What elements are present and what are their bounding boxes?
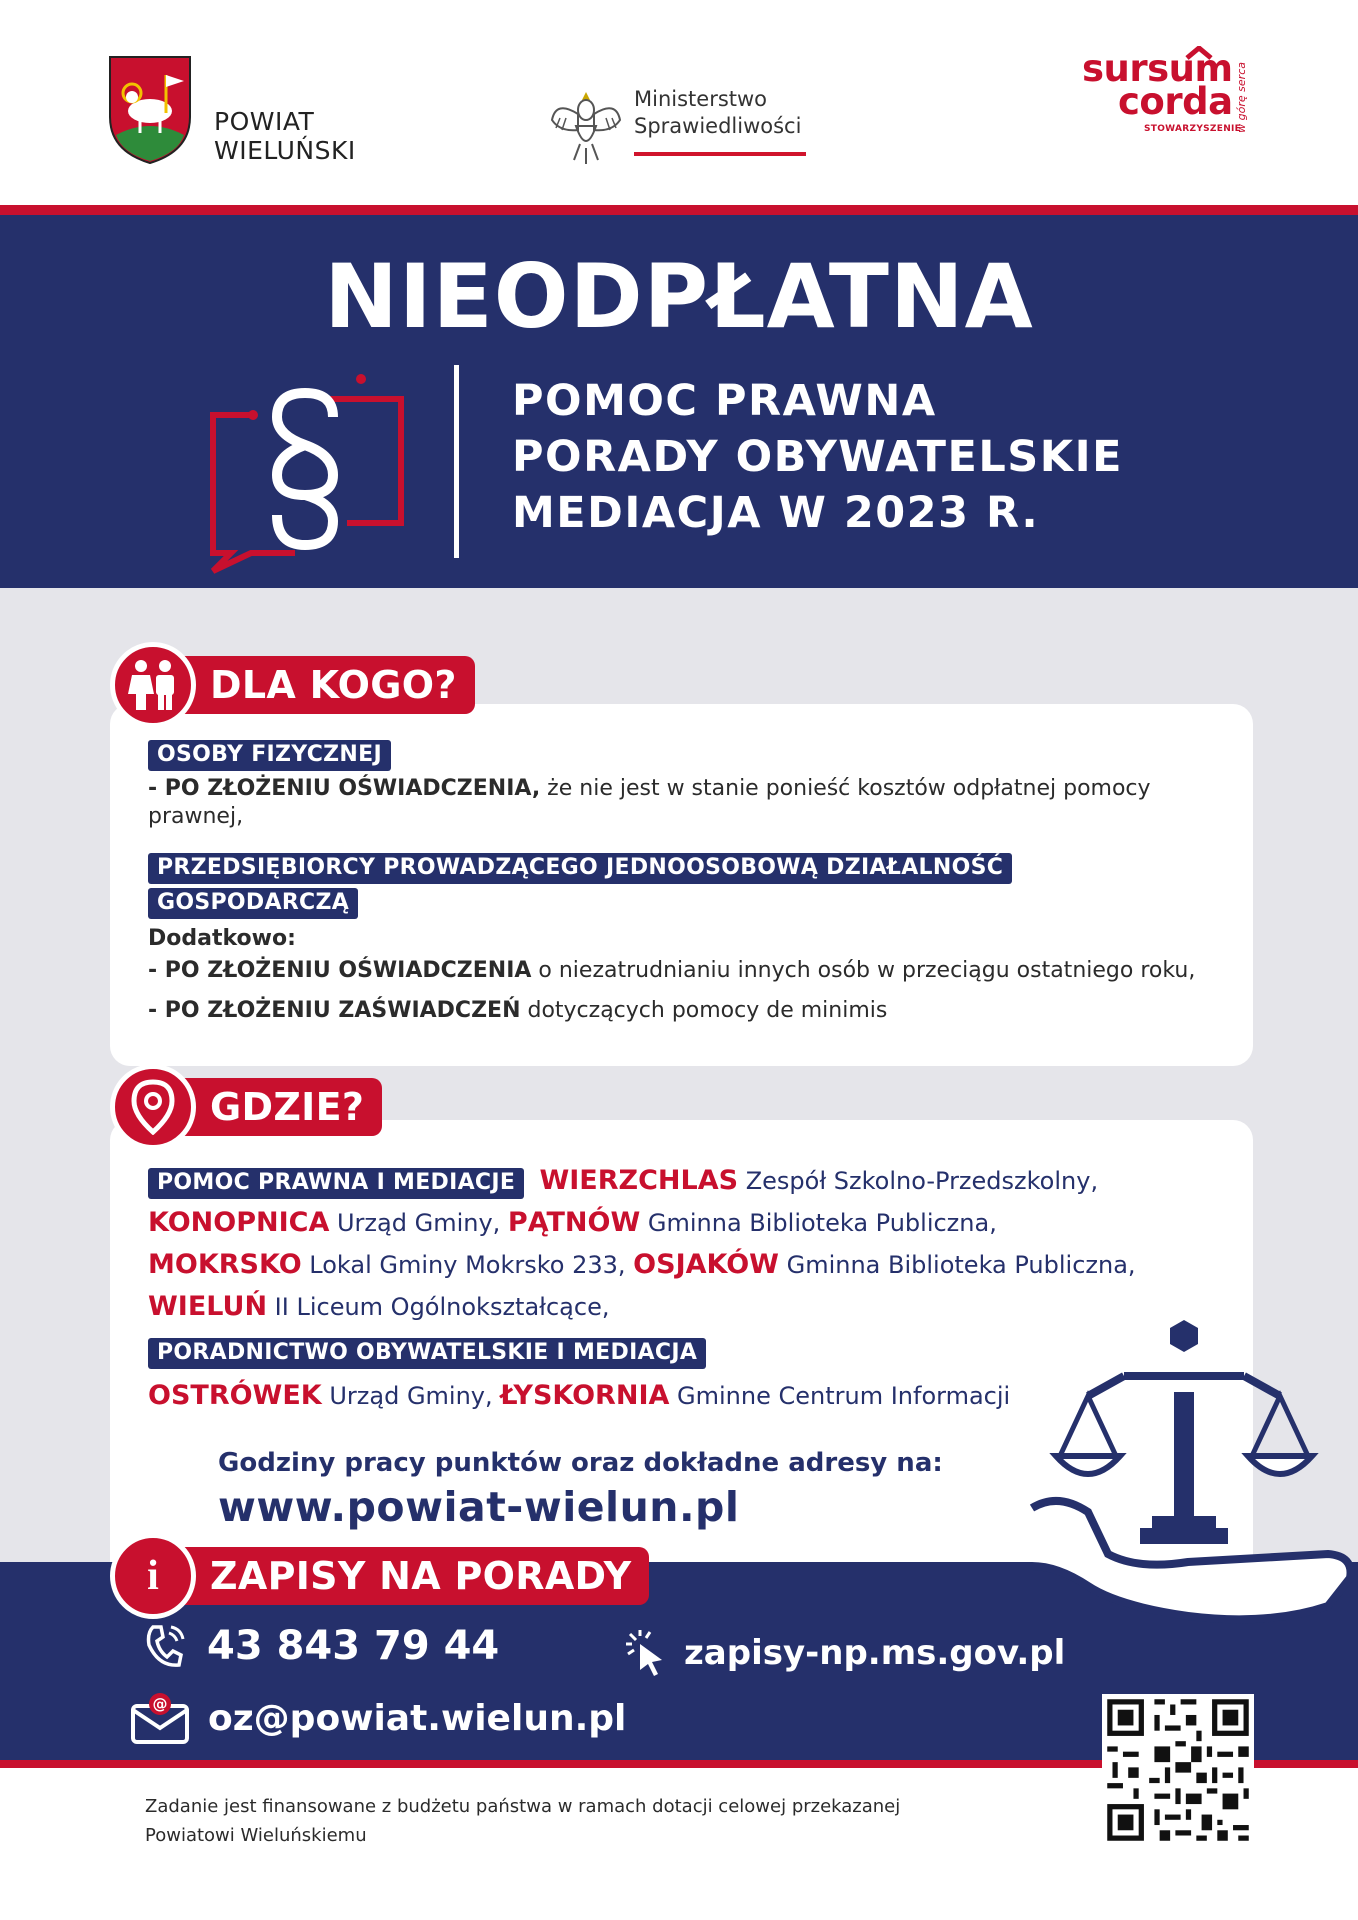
qr-code[interactable] xyxy=(1102,1694,1254,1846)
sursum-vertical-text: w górę serca xyxy=(1235,62,1248,133)
loc-mokrsko-desc: Lokal Gminy Mokrsko 233, xyxy=(301,1251,634,1279)
location-pin-icon xyxy=(131,1079,175,1135)
cursor-click-icon xyxy=(626,1630,670,1676)
ministry-red-line xyxy=(634,152,806,156)
loc-wierzchlas-desc: Zespół Szkolno-Przedszkolny, xyxy=(738,1167,1099,1195)
corda-word: corda xyxy=(1118,80,1233,123)
loc-wielun: WIELUŃ xyxy=(148,1291,268,1322)
scales-hand-icon xyxy=(1028,1316,1358,1626)
for-whom-title: DLA KOGO? xyxy=(182,656,475,714)
additionally-label: Dodatkowo: xyxy=(148,926,296,951)
hero-divider xyxy=(454,365,459,558)
coat-of-arms-icon xyxy=(108,55,192,165)
sursum-subtitle: STOWARZYSZENIE xyxy=(1144,124,1242,134)
loc-ostrowek-desc: Urząd Gminy, xyxy=(321,1382,501,1410)
email-contact[interactable] xyxy=(130,1692,626,1744)
tag-entrepreneur-2: GOSPODARCZĄ xyxy=(148,888,358,919)
natural-person-cont: prawnej, xyxy=(148,804,244,829)
online-signup[interactable] xyxy=(626,1630,1065,1676)
powiat-logo xyxy=(108,55,356,165)
email-icon xyxy=(130,1692,190,1744)
footer-line-1: Zadanie jest finansowane z budżetu państwa w ramach dotacji celowej przekazanej xyxy=(145,1796,901,1817)
natural-person-bold: - PO ZŁOŻENIU OŚWIADCZENIA, xyxy=(148,776,541,801)
loc-ostrowek: OSTRÓWEK xyxy=(148,1380,322,1411)
svg-text:@: @ xyxy=(152,1695,168,1713)
eagle-icon xyxy=(550,86,622,166)
where-line-3 xyxy=(148,1244,1228,1286)
signup-heading xyxy=(110,1533,649,1619)
hero-line-1: POMOC PRAWNA xyxy=(512,376,937,426)
main-title: NIEODPŁATNA xyxy=(324,245,1034,348)
info-icon: i xyxy=(147,1553,159,1599)
signup-website[interactable]: zapisy-np.ms.gov.pl xyxy=(684,1633,1066,1673)
email-address[interactable]: oz@powiat.wielun.pl xyxy=(208,1697,627,1739)
caret-up-icon xyxy=(1184,46,1214,60)
declaration-rest: o niezatrudnianiu innych osób w przeciągu ostatniego roku, xyxy=(531,958,1196,983)
natural-person-rest: że nie jest w stanie ponieść kosztów odpłatnej pomocy xyxy=(540,776,1151,801)
loc-konopnica: KONOPNICA xyxy=(148,1207,330,1238)
location-icon-circle xyxy=(110,1064,196,1150)
people-icon-circle xyxy=(110,642,196,728)
certificate-rest: dotyczących pomocy de minimis xyxy=(520,998,888,1023)
hero-line-2: PORADY OBYWATELSKIE xyxy=(512,432,1123,482)
signup-title: ZAPISY NA PORADY xyxy=(182,1547,649,1605)
ministry-logo xyxy=(550,86,806,166)
certificate-text xyxy=(148,997,1195,1025)
loc-patnow: PĄTNÓW xyxy=(507,1207,641,1238)
website-url[interactable]: www.powiat-wielun.pl xyxy=(218,1483,740,1531)
tag-legal-aid: POMOC PRAWNA I MEDIACJE xyxy=(148,1168,524,1199)
phone-contact[interactable] xyxy=(145,1623,499,1669)
hero-line-3: MEDIACJA W 2023 R. xyxy=(512,488,1040,538)
people-icon xyxy=(127,658,179,712)
footer-line-2: Powiatowi Wieluńskiemu xyxy=(145,1825,367,1846)
sursum-corda-logo xyxy=(1082,47,1252,172)
declaration-bold: - PO ZŁOŻENIU OŚWIADCZENIA xyxy=(148,958,532,983)
powiat-line2: WIELUŃSKI xyxy=(214,136,356,165)
hours-info: Godziny pracy punktów oraz dokładne adresy na: xyxy=(218,1448,943,1478)
hero-subtitles xyxy=(512,373,1123,541)
loc-osjakow: OSJAKÓW xyxy=(633,1249,779,1280)
phone-number[interactable]: 43 843 79 44 xyxy=(207,1623,500,1669)
funding-footer xyxy=(145,1792,900,1850)
tag-entrepreneur-1: PRZEDSIĘBIORCY PROWADZĄCEGO JEDNOOSOBOWĄ DZIAŁALNOŚĆ xyxy=(148,853,1012,884)
powiat-name xyxy=(214,107,356,165)
loc-mokrsko: MOKRSKO xyxy=(148,1249,302,1280)
where-heading xyxy=(110,1064,382,1150)
tag-civic-advice: PORADNICTWO OBYWATELSKIE I MEDIACJA xyxy=(148,1338,706,1369)
for-whom-heading xyxy=(110,642,475,728)
loc-wielun-desc: II Liceum Ogólnokształcące, xyxy=(267,1293,610,1321)
for-whom-card xyxy=(110,704,1253,1066)
powiat-line1: POWIAT xyxy=(214,107,315,136)
sursum-word: sursum xyxy=(1082,47,1233,90)
logos-header xyxy=(0,0,1358,205)
loc-lyskornia-desc: Gminne Centrum Informacji xyxy=(669,1382,1011,1410)
loc-osjakow-desc: Gminna Biblioteka Publiczna, xyxy=(778,1251,1136,1279)
top-red-stripe xyxy=(0,205,1358,215)
info-icon-circle xyxy=(110,1533,196,1619)
loc-wierzchlas: WIERZCHLAS xyxy=(539,1165,739,1196)
for-whom-content xyxy=(148,740,1195,1025)
tag-natural-person: OSOBY FIZYCZNEJ xyxy=(148,740,391,771)
ministry-line2: Sprawiedliwości xyxy=(634,114,802,138)
paragraph-icon xyxy=(205,365,405,575)
certificate-bold: - PO ZŁOŻENIU ZAŚWIADCZEŃ xyxy=(148,998,521,1023)
ministry-line1: Ministerstwo xyxy=(634,87,768,111)
hero-band xyxy=(0,215,1358,588)
loc-patnow-desc: Gminna Biblioteka Publiczna, xyxy=(640,1209,997,1237)
phone-icon xyxy=(145,1623,185,1669)
where-line-2 xyxy=(148,1202,1228,1244)
ministry-name xyxy=(634,86,806,156)
loc-lyskornia: ŁYSKORNIA xyxy=(500,1380,670,1411)
declaration-text xyxy=(148,957,1195,985)
where-title: GDZIE? xyxy=(182,1078,382,1136)
loc-konopnica-desc: Urząd Gminy, xyxy=(329,1209,508,1237)
where-line-1 xyxy=(148,1160,1228,1202)
natural-person-text xyxy=(148,775,1195,803)
